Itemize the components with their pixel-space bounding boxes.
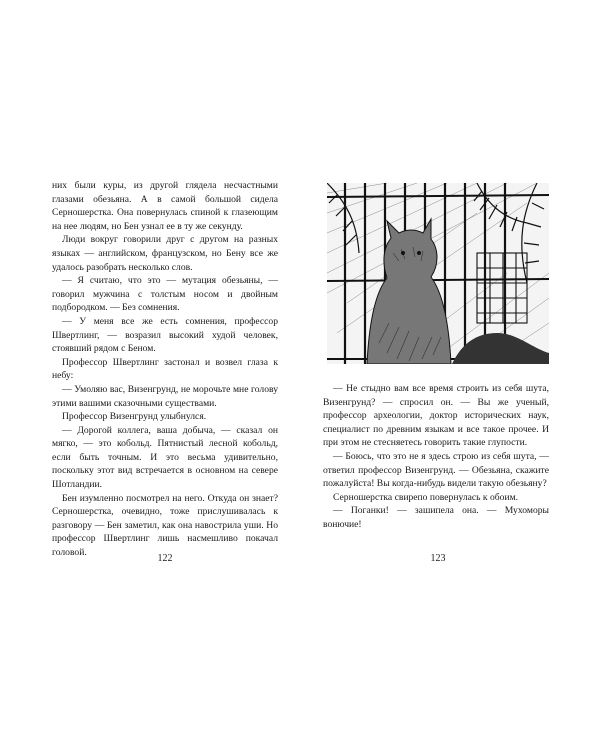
- left-page-text: [52, 179, 278, 560]
- paragraph: Профессор Визенгрунд улыбнулся.: [62, 411, 207, 423]
- page-number: 123: [430, 553, 446, 564]
- paragraph: — Я считаю, что это — мутация обезьяны, — говорил мужчина с толстым носом и двойным подбородком. — Без сомнения.: [52, 275, 278, 314]
- paragraph: Профессор Швертлинг застонал и возвел глаза к небу:: [52, 356, 278, 382]
- paragraph: — Поганки! — зашипела она. — Мухоморы вонючие!: [323, 505, 549, 530]
- cage-illustration: [327, 183, 549, 364]
- right-page: [300, 0, 600, 750]
- paragraph: них были куры, из другой глядела несчастными глазами обезьяна. А в самой большой сидела Серношерстка. Она повернулась спиной к глазеющим на нее людям, но Бен узнал ее в ту же секунду.: [52, 180, 278, 232]
- paragraph: — Умоляю вас, Визенгрунд, не морочьте мне голову этими вашими сказочными существами.: [52, 383, 278, 409]
- paragraph: — У меня все же есть сомнения, профессор Швертлинг, — возразил высокий худой человек, стоявший рядом с Беном.: [52, 315, 278, 355]
- paragraph: Серношерстка свирепо повернулась к обоим.: [333, 491, 519, 503]
- paragraph: Бен изумленно посмотрел на него. Откуда он знает? Серношерстка, очевидно, тоже прислушивалась к разговору — Бен заметил, как она навострила уши. Но профессор Швертлинг лишь насмешливо покачал головой.: [52, 492, 278, 559]
- paragraph: Люди вокруг говорили друг с другом на разных языках — английском, французском, но Бену все же удалось разобрать несколько слов.: [52, 234, 278, 273]
- page-number: 122: [157, 553, 173, 564]
- paragraph: — Боюсь, что это не я здесь строю из себя шута, — ответил профессор Визенгрунд. — Обезьяна, скажите пожалуйста! Вы когда-нибудь видели такую обезьяну?: [323, 450, 549, 490]
- paragraph: — Дорогой коллега, ваша добыча, — сказал он мягко, — это кобольд. Пятнистый лесной кобольд, если быть точным. И это весьма удивительно, поскольку этот вид встречается в основном на севере Шотландии.: [52, 424, 278, 491]
- right-page-text: [323, 382, 549, 532]
- paragraph: — Не стыдно вам все время строить из себя шута, Визенгрунд? — спросил он. — Вы же ученый, профессор археологии, доктор исторических наук, специалист по древним языкам и все такое прочее. И при этом не стесняетесь говорить такие глупости.: [323, 383, 549, 449]
